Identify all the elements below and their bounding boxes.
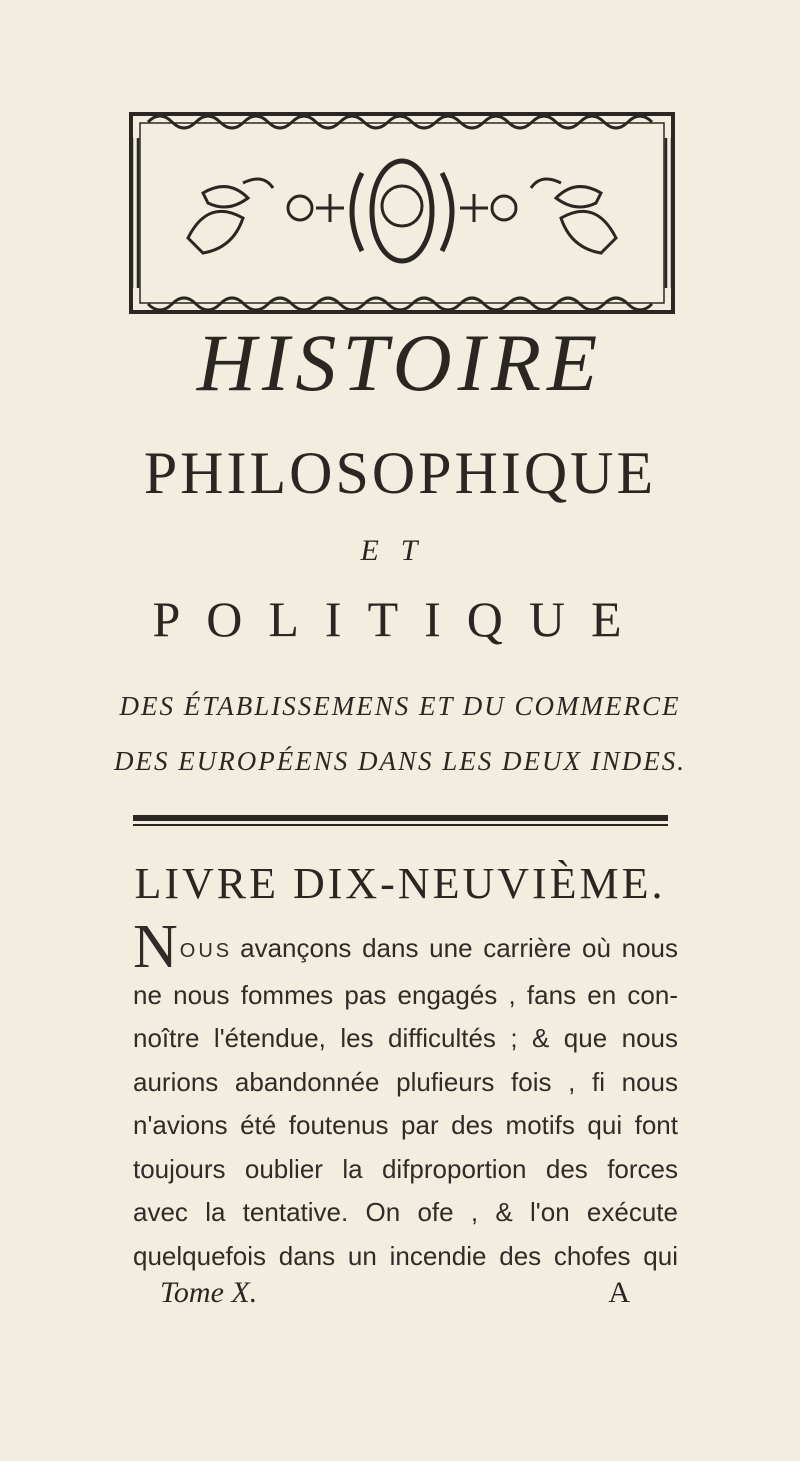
text-line-content: avançons dans une carrière où nous [240, 933, 678, 963]
subtitle-line-1: DES ÉTABLISSEMENS ET DU COMMERCE [119, 691, 681, 721]
title-sub: PHILOSOPHIQUE [143, 440, 657, 506]
text-line: n'avions été foutenus par des motifs qui font [133, 1110, 678, 1140]
page-footer [160, 1276, 630, 1316]
headpiece-ornament-icon [128, 108, 676, 321]
tome-label: Tome X. [160, 1276, 258, 1309]
dropcap: N [133, 913, 178, 981]
text-line: quelquefois dans un incendie des chofes qui [133, 1240, 678, 1271]
signature-mark: A [608, 1276, 630, 1309]
title-et: ET [360, 534, 440, 567]
text-line [133, 913, 678, 981]
text-line: toujours oublier la difproportion des forces [133, 1153, 678, 1184]
text-line: avec la tentative. On ofe , & l'on exécute [133, 1197, 678, 1227]
text-line: noître l'étendue, les difficultés ; & que nous [133, 1023, 678, 1053]
body-paragraph [133, 913, 678, 1278]
smallcaps-word: OUS [179, 940, 233, 962]
title-main: HISTOIRE [196, 317, 604, 408]
ornamental-rule [133, 813, 668, 829]
subtitle-line-2: DES EUROPÉENS DANS LES DEUX INDES. [114, 746, 686, 776]
title-pol: POLITIQUE [152, 591, 648, 647]
book-heading: LIVRE DIX-NEUVIÈME. [134, 859, 666, 908]
text-line: ne nous fommes pas engagés , fans en con- [133, 979, 678, 1010]
text-line: aurions abandonnée plufieurs fois , fi nous [133, 1066, 678, 1097]
